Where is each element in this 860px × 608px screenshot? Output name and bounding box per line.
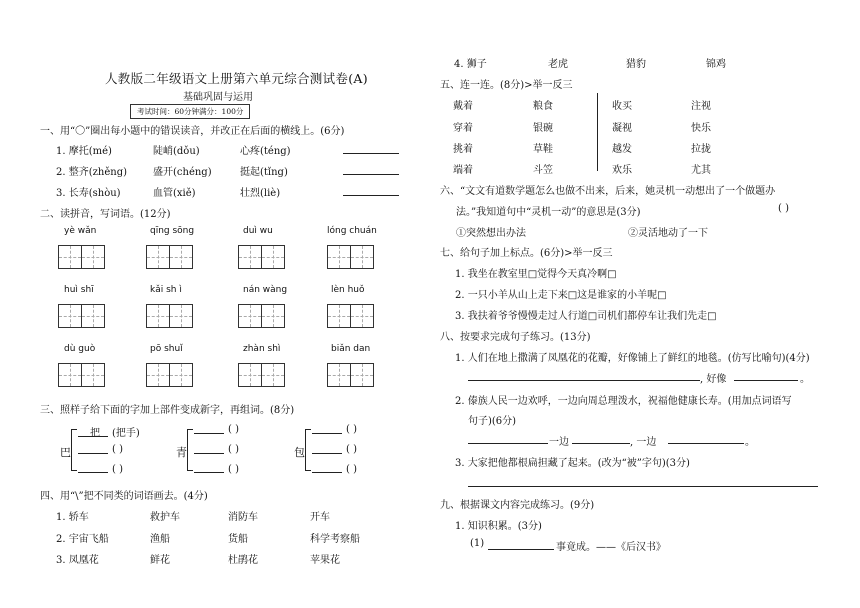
q9-heading: 九、根据课文内容完成练习。(9分) (440, 500, 595, 511)
q4-word[interactable]: 消防车 (228, 512, 258, 523)
q6-option-2[interactable]: ②灵活地动了一下 (628, 228, 708, 239)
q3-blank-paren[interactable]: ( ) (228, 464, 239, 475)
exam-info-box: 考试时间：60分钟满分：100分 (130, 104, 250, 119)
q1-item: 盛开(chéng) (153, 167, 212, 178)
q8-item-3: 3. 大家把他都根扁担藏了起来。(改为“被”字句)(3分) (455, 458, 690, 469)
q8-answer-line[interactable] (468, 443, 548, 444)
match-word[interactable]: 挑着 (453, 144, 473, 155)
q3-brace (187, 429, 193, 471)
match-word[interactable]: 戴着 (453, 101, 473, 112)
writing-grid[interactable] (327, 304, 373, 328)
q8-item-2-line2: 句子)(6分) (468, 416, 517, 427)
q3-blank[interactable] (312, 453, 342, 454)
match-word[interactable]: 凝视 (612, 123, 632, 134)
q4-word[interactable]: 开车 (310, 512, 330, 523)
writing-grid[interactable] (238, 245, 284, 269)
q3-example-word: (把手) (112, 428, 140, 439)
q1-item: 血管(xiě) (153, 188, 196, 199)
pinyin-label: nán wàng (243, 285, 288, 295)
q4-word[interactable]: 渔船 (150, 534, 170, 545)
q5-divider (597, 93, 598, 171)
q3-base-char: 包 (294, 446, 305, 459)
page-subtitle: 基础巩固与运用 (183, 92, 253, 103)
q1-item: 挺起(tǐng) (240, 167, 288, 178)
q4-word[interactable]: 3. 凤凰花 (56, 555, 99, 566)
q4-word[interactable]: 2. 宇宙飞船 (56, 534, 109, 545)
q4-word[interactable]: 鲜花 (150, 555, 170, 566)
q3-example-char: 把 (90, 428, 100, 439)
q4-word[interactable]: 救护车 (150, 512, 180, 523)
q8-heading: 八、按要求完成句子练习。(13分) (440, 332, 591, 343)
q4-word[interactable]: 猎豹 (626, 59, 646, 70)
q4-heading: 四、用“\”把不同类的词语画去。(4分) (40, 491, 208, 502)
q8-item-2-end: 。 (745, 437, 755, 448)
q6-text-line2: 法。”我知道句中“灵机一动”的意思是(3分) (456, 207, 641, 218)
q1-item: 3. 长寿(shòu) (56, 188, 121, 199)
match-word[interactable]: 注视 (691, 101, 711, 112)
match-word[interactable]: 快乐 (691, 123, 711, 134)
q3-blank-paren[interactable]: ( ) (346, 444, 357, 455)
q1-answer-line[interactable] (343, 174, 399, 175)
q3-heading: 三、照样子给下面的字加上部件变成新字，再组词。(8分) (40, 405, 295, 416)
q2-heading: 二、读拼音，写词语。(12分) (40, 209, 171, 220)
q3-blank[interactable] (194, 433, 224, 434)
q8-answer-line[interactable] (468, 380, 700, 381)
q1-item: 陡峭(dǒu) (153, 146, 200, 157)
q4-word[interactable]: 老虎 (548, 59, 568, 70)
q8-item-1: 1. 人们在地上撒满了凤凰花的花瓣，好像铺上了鲜红的地毯。(仿写比喻句)(4分) (455, 353, 810, 364)
q7-heading: 七、给句子加上标点。(6分)>举一反三 (440, 248, 613, 259)
pinyin-label: yè wǎn (64, 226, 97, 236)
q4-word[interactable]: 货船 (228, 534, 248, 545)
pinyin-label: huì shī (64, 285, 94, 295)
match-word[interactable]: 草鞋 (533, 144, 553, 155)
q1-answer-line[interactable] (343, 153, 399, 154)
match-word[interactable]: 尤其 (691, 165, 711, 176)
q6-option-1[interactable]: ①突然想出办法 (456, 228, 526, 239)
q8-item-1-mid: , 好像 (700, 374, 727, 385)
q3-example-underline (78, 436, 108, 437)
pinyin-label: qīng sōng (150, 226, 195, 236)
q1-answer-line[interactable] (343, 195, 399, 196)
q4-word[interactable]: 杜鹃花 (228, 555, 258, 566)
pinyin-label: duì wu (243, 226, 273, 236)
q3-base-char: 巴 (60, 446, 71, 459)
q3-blank-paren[interactable]: ( ) (346, 464, 357, 475)
q1-item: 2. 整齐(zhěng) (56, 167, 127, 178)
q5-heading: 五、连一连。(8分)>举一反三 (440, 80, 573, 91)
q3-brace (71, 429, 77, 471)
q7-item[interactable]: 3. 我扶着爷爷慢慢走过人行道□司机们都停车让我们先走□ (455, 311, 717, 322)
pinyin-label: dù guò (64, 344, 96, 354)
pinyin-label: kǎi sh ì (150, 285, 182, 295)
pinyin-label: lóng chuán (327, 226, 377, 236)
q3-blank[interactable] (78, 453, 108, 454)
writing-grid[interactable] (146, 245, 192, 269)
writing-grid[interactable] (58, 363, 104, 387)
q9-item-prefix: (1) (470, 538, 485, 549)
match-word[interactable]: 端着 (453, 165, 473, 176)
q8-answer-line[interactable] (668, 443, 744, 444)
q4-word[interactable]: 科学考察船 (310, 534, 360, 545)
q1-item: 壮烈(liè) (240, 188, 281, 199)
q8-answer-line[interactable] (468, 486, 818, 487)
match-word[interactable]: 拉拢 (691, 144, 711, 155)
q4-word[interactable]: 1. 轿车 (56, 512, 89, 523)
writing-grid[interactable] (146, 363, 192, 387)
q3-blank[interactable] (194, 453, 224, 454)
q3-blank-paren[interactable]: ( ) (346, 424, 357, 435)
match-word[interactable]: 斗笠 (533, 165, 553, 176)
q9-item-suffix: 事竟成。——《后汉书》 (556, 542, 666, 553)
q3-base-char: 青 (176, 446, 187, 459)
writing-grid[interactable] (58, 304, 104, 328)
q6-answer-paren[interactable]: ( ) (778, 203, 789, 214)
writing-grid[interactable] (327, 245, 373, 269)
q8-item-2-line1: 2. 傣族人民一边欢呼，一边向周总理泼水，祝福他健康长寿。(用加点词语写 (455, 396, 792, 407)
q6-text-line1: 六、“文文有道数学题怎么也做不出来，后来，她灵机一动想出了一个做题办 (440, 186, 776, 197)
q1-item: 1. 摩托(mé) (56, 146, 112, 157)
q1-heading: 一、用“〇”圈出每小题中的错误读音，并改正在后面的横线上。(6分) (40, 126, 345, 137)
q9-sub-1: 1. 知识积累。(3分) (455, 521, 542, 532)
pinyin-label: biǎn dan (331, 344, 371, 354)
writing-grid[interactable] (58, 245, 104, 269)
q3-blank[interactable] (78, 472, 108, 473)
q1-item: 心疼(téng) (240, 146, 291, 157)
match-word[interactable]: 欢乐 (612, 165, 632, 176)
match-word[interactable]: 越发 (612, 144, 632, 155)
writing-grid[interactable] (327, 363, 373, 387)
writing-grid[interactable] (238, 304, 284, 328)
q4-word[interactable]: 4. 狮子 (454, 59, 487, 70)
match-word[interactable]: 粮食 (533, 101, 553, 112)
page-title: 人教版二年级语文上册第六单元综合测试卷(A) (105, 71, 368, 86)
match-word[interactable]: 银碗 (533, 123, 553, 134)
q7-item[interactable]: 1. 我坐在教室里□觉得今天真冷啊□ (455, 269, 617, 280)
q8-item-2-mid2: , 一边 (630, 437, 657, 448)
pinyin-label: pō shuǐ (150, 344, 183, 354)
q3-blank-paren[interactable]: ( ) (228, 424, 239, 435)
writing-grid[interactable] (238, 363, 284, 387)
q3-blank[interactable] (312, 472, 342, 473)
q3-blank-paren[interactable]: ( ) (112, 464, 123, 475)
q8-answer-line[interactable] (734, 380, 798, 381)
q4-word[interactable]: 苹果花 (310, 555, 340, 566)
q3-blank[interactable] (194, 472, 224, 473)
q8-item-2-mid1: 一边 (549, 437, 569, 448)
pinyin-label: lèn huǒ (331, 285, 365, 295)
q3-blank-paren[interactable]: ( ) (112, 444, 123, 455)
q3-blank-paren[interactable]: ( ) (228, 444, 239, 455)
q3-blank[interactable] (312, 433, 342, 434)
q3-brace (305, 429, 311, 471)
q8-answer-line[interactable] (572, 443, 630, 444)
q4-word[interactable]: 锦鸡 (706, 59, 726, 70)
writing-grid[interactable] (146, 304, 192, 328)
q8-item-1-end: 。 (800, 374, 810, 385)
match-word[interactable]: 穿着 (453, 123, 473, 134)
pinyin-label: zhàn shì (243, 344, 281, 354)
q9-answer-line[interactable] (488, 549, 554, 550)
match-word[interactable]: 收买 (612, 101, 632, 112)
q7-item[interactable]: 2. 一只小羊从山上走下来□这是谁家的小羊呢□ (455, 290, 667, 301)
